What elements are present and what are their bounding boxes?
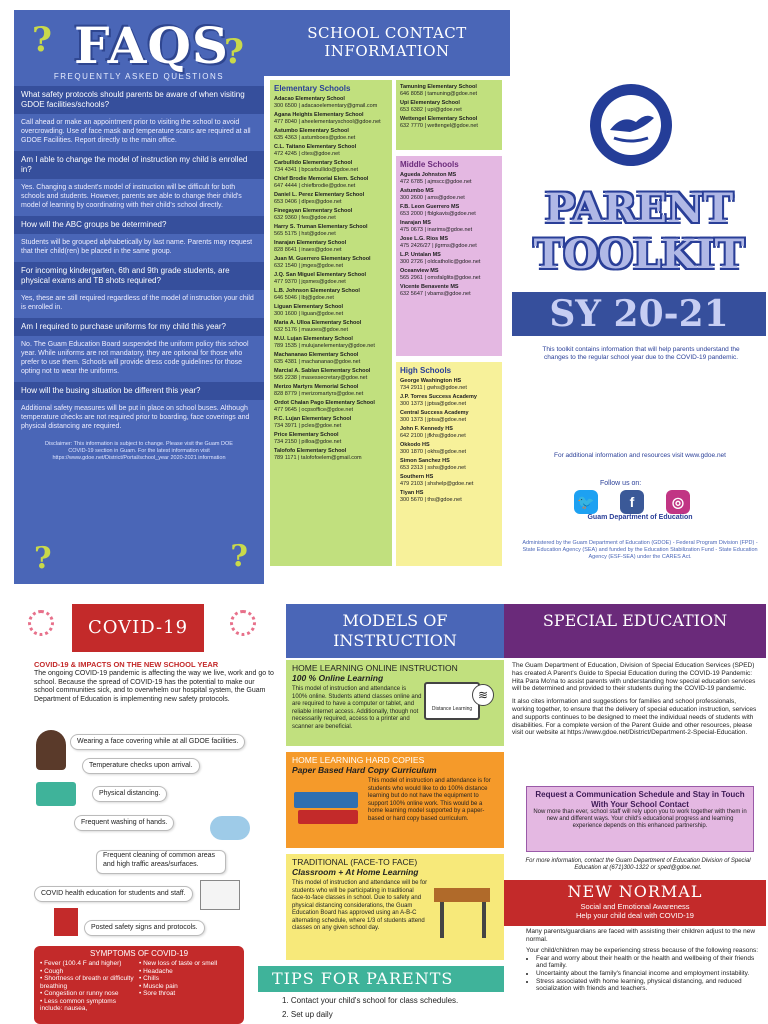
faq-list [14,86,264,437]
school-contact: 300 5670 | ths@gdoe.net [400,496,462,503]
faq-panel [14,10,264,584]
school-year-bar: SY 20-21 [512,292,766,336]
tips-header: TIPS FOR PARENTS [258,966,504,992]
faq-question: What safety protocols should parents be aware of when visiting GDOE facilities/schools? [14,86,264,114]
model-traditional-text: This model of instruction and attendance will be for students who will be participating in traditional face-to-face classes in school. Due to safety and physical distancing considerations, the Guam Education Board has approved using an A-B-C alternating schedule, where 1/3 of students attend classes on any given school day. [292,880,428,931]
school-name: Astumbo MS [400,188,434,194]
contact-header: SCHOOL CONTACT INFORMATION [264,10,510,76]
covid-intro: The ongoing COVID-19 pandemic is affecting the way we live, work and go to school. Because the spread of COVID-19 has the potential to make our school communities sick, and to overwhelm our hospital system, the Guam Department of Education is implementing new safety protocols. [34,670,274,703]
school-entry [274,304,388,317]
faq-item [14,216,264,262]
school-name: George Washington HS [400,378,462,384]
school-contact: 632 7770 | wettengel@gdoe.net [400,122,478,129]
faq-question: How will the ABC groups be determined? [14,216,264,234]
school-entry [274,192,388,205]
school-contact: 300 1870 | okhs@gdoe.net [400,448,467,455]
models-title: MODELS OF INSTRUCTION [333,611,457,650]
sped-header [504,604,766,658]
school-contact: 646 5046 | lbj@gdoe.net [274,294,334,301]
safety-protocol-item: COVID health education for students and staff. [34,886,193,902]
book-icon [298,810,358,824]
sped-contact: For more information, contact the Guam Department of Education Division of Special Education at (671)300-1322 or sped@gdoe.net. [525,858,751,871]
school-contact: 565 2961 | omsfalglits@gdoe.net [400,274,481,281]
faq-question: Am I required to purchase uniforms for my child this year? [14,318,264,336]
school-name: Vicente Benavente MS [400,284,459,290]
school-entry [400,284,498,297]
twitter-icon[interactable]: 🐦 [574,490,598,514]
symptom-item: • Shortness of breath or difficulty breathing [40,975,134,990]
administered-note: Administered by the Guam Department of Education (GDOE) - Federal Program Division (FPD) - State Education Agency (SEA) and funded by the Education Stabilization Fund - State Education Agency (ESF-SEA) under the CARES Act. [522,540,758,560]
school-name: Southern HS [400,474,434,480]
school-entry [274,112,388,125]
school-entry [274,368,388,381]
question-mark-icon: ? [32,20,52,60]
symptom-item: • Fever (100.4 F and higher) [40,960,122,967]
gdoe-seal-logo [590,84,672,166]
school-name: Tiyan HS [400,490,424,496]
school-name: Price Elementary School [274,432,339,438]
sped-paragraph: It also cites information and suggestions for families and school professionals, working together, to ensure that the delivery of special education instruction, services and supports continues to be designed to meet the individual needs of students with disabilities. For a complete version of the Parent Guide and other resources, please visit our website at https://www.gdoe.net/District/Department-2-Special-Education. [512,698,757,737]
models-header [286,604,504,658]
school-entry [274,320,388,333]
symptoms-box [34,946,244,1024]
model-online-text: This model of instruction and attendance is 100% online. Students attend classes online and are required to have a computer or tablet, and reliable internet access. Additionally, though not necessarily required, access to a printer and scanner are beneficial. [292,686,422,730]
school-contact: 653 0406 | dlpes@gdoe.net [274,198,342,205]
school-entry [274,384,388,397]
notice-sign-icon [54,908,78,936]
school-entry [274,224,388,237]
school-contact: 632 9360 | fes@gdoe.net [274,214,336,221]
safety-protocol-item: Physical distancing. [92,786,167,802]
school-name: Harry S. Truman Elementary School [274,224,368,230]
symptom-item: • Less common symptoms include: nausea, [40,997,116,1012]
school-name: F.B. Leon Guerrero MS [400,204,460,210]
school-entry [400,100,498,113]
school-name: Talofofo Elementary School [274,448,347,454]
faq-item [14,318,264,382]
wifi-icon: ≋ [472,684,494,706]
symptom-item: • Headache [139,967,173,975]
school-name: Maria A. Ulloa Elementary School [274,320,362,326]
school-entry [274,160,388,173]
school-entry [274,272,388,285]
symptoms-title: SYMPTOMS OF COVID-19 [89,949,189,958]
high-label: High Schools [400,366,452,375]
school-name: M.U. Lujan Elementary School [274,336,353,342]
school-contact: 828 8641 | inaes@gdoe.net [274,246,342,253]
stress-reason: • Fear and worry about their health or the health and wellbeing of their friends and family. [536,955,762,970]
school-name: Okkodo HS [400,442,430,448]
safety-protocol-item: Temperature checks upon arrival. [82,758,200,774]
school-contact: 565 2238 | masessecretary@gdoe.net [274,374,368,381]
school-name: Jose L.G. Rios MS [400,236,448,242]
school-entry [400,442,498,455]
school-name: Astumbo Elementary School [274,128,349,134]
school-entry [274,128,388,141]
school-name: Juan M. Guerrero Elementary School [274,256,371,262]
follow-label: Follow us on: [600,480,642,487]
school-contact: 300 2600 | ams@gdoe.net [400,194,465,201]
model-hardcopy-heading: HOME LEARNING HARD COPIES [292,755,425,765]
school-entry [274,96,388,109]
symptom-item: • Cough [40,967,64,975]
symptom-item: • New loss of taste or smell [139,960,218,967]
new-normal-sub1: Social and Emotional Awareness [580,902,690,911]
new-normal-title: NEW NORMAL [567,882,703,901]
school-name: Central Success Academy [400,410,469,416]
faq-header [14,10,264,74]
school-contact: 300 1373 | jptsa@gdoe.net [400,400,467,407]
symptom-item: • Muscle pain [139,982,178,990]
school-name: Chief Brodie Memorial Elem. School [274,176,369,182]
school-entry [400,220,498,233]
school-contact: 734 2150 | pilloa@gdoe.net [274,438,342,445]
school-contact: 472 4245 | cltes@gdoe.net [274,150,340,157]
model-traditional [286,854,504,960]
school-contact: 479 2103 | shshelp@gdoe.net [400,480,474,487]
faq-item [14,151,264,216]
school-contact: 734 2911 | gwhs@gdoe.net [400,384,467,391]
school-entry [274,352,388,365]
stress-reason: • Stress associated with home learning, physical distancing, and reduced socialization with friends and teachers. [536,978,762,993]
school-contact: 477 8040 | aheelementaryschool@gdoe.net [274,118,381,125]
high-schools-list [396,362,502,566]
school-contact: 642 2100 | jfkhs@gdoe.net [400,432,466,439]
new-normal-text [526,928,762,993]
agency-name: Guam Department of Education [587,514,693,521]
instagram-icon[interactable]: ◎ [666,490,690,514]
school-contact: 475 2426/27 | jlgrms@gdoe.net [400,242,477,249]
school-contact: 653 2313 | sshs@gdoe.net [400,464,466,471]
toolkit-description: This toolkit contains information that will help parents understand the changes to the regular school year due to the COVID-19 pandemic. [542,346,740,361]
handwashing-icon [210,816,250,840]
school-name: Finegayan Elementary School [274,208,353,214]
school-contact: 734 3971 | pcles@gdoe.net [274,422,342,429]
school-contact: 646 8058 | tamuning@gdoe.net [400,90,478,97]
school-name: Liguan Elementary School [274,304,344,310]
faq-title: FAQS [74,16,230,75]
school-name: L.P. Untalan MS [400,252,441,258]
school-name: Marcial A. Sablan Elementary School [274,368,371,374]
school-entry [274,240,388,253]
school-entry [400,84,498,97]
school-entry [400,172,498,185]
school-contact: 477 9370 | jqsmes@gdoe.net [274,278,346,285]
faq-answer: Students will be grouped alphabetically by last name. Parents may request that their child(ren) be placed in the same group. [21,239,253,255]
person-mask-icon [36,730,66,770]
symptoms-right [139,960,238,998]
school-entry [274,400,388,413]
new-normal-list [526,955,762,993]
safety-protocol-item: Posted safety signs and protocols. [84,920,205,936]
model-online [286,660,504,746]
elementary-label: Elementary Schools [274,84,351,93]
tip-item: 1. Contact your child's school for class schedules. [282,996,459,1005]
school-name: L.B. Johnson Elementary School [274,288,360,294]
school-name: Adacao Elementary School [274,96,345,102]
desk-leg [440,902,444,938]
covid-header: COVID-19 [72,604,204,652]
school-name: Tamuning Elementary School [400,84,477,90]
model-traditional-heading: TRADITIONAL (FACE-TO FACE) [292,857,418,867]
school-entry [400,394,498,407]
virus-icon [28,610,54,636]
school-contact: 635 4381 | machananao@gdoe.net [274,358,361,365]
school-contact: 632 5647 | vbams@gdoe.net [400,290,471,297]
school-entry [400,116,498,129]
faq-item [14,86,264,151]
school-name: Agana Heights Elementary School [274,112,364,118]
school-contact: 300 6500 | adacaoelementary@gmail.com [274,102,378,109]
school-name: Agueda Johnston MS [400,172,457,178]
faq-answer: Additional safety measures will be put in place on school buses. Although temperature checks are not required prior to boarding, face coverings and physical distancing are required. [21,405,250,430]
faq-subtitle: FREQUENTLY ASKED QUESTIONS [53,72,225,81]
safety-poster-icon [200,880,240,910]
school-contact: 632 5176 | mauoes@gdoe.net [274,326,348,333]
model-hardcopy [286,752,504,848]
elementary-schools-list-2 [396,80,502,150]
school-entry [400,204,498,217]
school-entry [400,426,498,439]
desk-leg [482,902,486,938]
school-name: John F. Kennedy HS [400,426,453,432]
school-contact: 300 2726 | oldcatholic@gdoe.net [400,258,481,265]
toolkit-title [512,186,766,278]
school-entry [400,378,498,391]
covid-subtitle: COVID-19 & IMPACTS ON THE NEW SCHOOL YEAR [34,660,219,669]
school-entry [274,176,388,189]
middle-label: Middle Schools [400,160,459,169]
school-name: J.P. Torres Success Academy [400,394,477,400]
faq-disclaimer: Disclaimer: This information is subject to change. Please visit the Guam DOE COVID-19 section in Guam. For the latest information visit https://www.gdoe.net/District/Portal/school_year 2020-2021 information [45,441,233,461]
elementary-schools-list [270,80,392,566]
virus-icon [230,610,256,636]
school-contact: 789 1535 | mulujanelementary@gdoe.net [274,342,375,349]
sped-text [512,662,760,737]
faq-answer: Yes, these are still required regardless of the model of instruction your child is enrolled in. [21,295,254,311]
school-entry [274,448,388,461]
school-name: Merizo Martyrs Memorial School [274,384,359,390]
symptom-item: • Congestion or runny nose [40,990,119,997]
school-entry [274,336,388,349]
safety-protocol-item: Frequent cleaning of common areas and high traffic areas/surfaces. [96,850,226,874]
school-entry [400,458,498,471]
safety-protocol-item: Frequent washing of hands. [74,815,174,831]
facebook-icon[interactable]: f [620,490,644,514]
toolkit-title-line1: PARENT [544,185,734,232]
new-normal-sub2: Help your child deal with COVID-19 [576,911,694,920]
school-contact: 475 0673 | inarims@gdoe.net [400,226,473,233]
faq-question: For incoming kindergarten, 6th and 9th grade students, are physical exams and TB shots required? [14,262,264,290]
school-contact: 647 4444 | chiefbrodie@gdoe.net [274,182,356,189]
toolkit-info: For additional information and resources visit www.gdoe.net [554,452,726,459]
new-normal-header [504,880,766,926]
new-normal-p2: Your child/children may be experiencing stress because of the following reasons: [526,947,759,955]
school-entry [400,474,498,487]
school-name: Wettengel Elementary School [400,116,478,122]
school-contact: 300 1600 | liguan@gdoe.net [274,310,344,317]
sped-callout-title: Request a Communication Schedule and Stay in Touch With Your School Contact [535,790,745,809]
stress-reason: • Uncertainty about the family's financial income and employment instability. [536,970,762,978]
school-entry [274,144,388,157]
school-contact: 635 4363 | astumboes@gdoe.net [274,134,356,141]
school-entry [400,268,498,281]
school-contact: 789 1171 | talofofoelem@gmail.com [274,454,362,461]
school-name: C.L. Taitano Elementary School [274,144,357,150]
school-entry [400,410,498,423]
faq-answer: Call ahead or make an appointment prior to visiting the school to avoid overcrowding. Use of face mask and temperature scans are required at all GDOE Facilities. Report directly to the main office. [21,119,251,144]
school-contact: 734 4341 | bpcarbullido@gdoe.net [274,166,359,173]
sped-callout-text: Now more than ever, school staff will rely upon you to work together with them in new and different ways. Your child's educational progress and learning experience depends on this enhanced partnership. [533,809,747,829]
school-entry [400,188,498,201]
sped-callout [526,786,754,852]
safety-protocol-item: Wearing a face covering while at all GDOE facilities. [70,734,245,750]
school-entry [274,416,388,429]
toolkit-title-line2: TOOLKIT [533,231,745,278]
school-name: Inarajan MS [400,220,431,226]
laptop-label: Distance Learning [431,706,473,712]
middle-schools-list [396,156,502,356]
model-hardcopy-subheading: Paper Based Hard Copy Curriculum [292,765,437,775]
sped-paragraph: The Guam Department of Education, Division of Special Education Services (SPED) has created A Parent's Guide to Special Education during the COVID-19 Pandemic: Hita Para Mo'na to assist parents with understanding how special education services will be determined and provided to their students during the COVID-19 pandemic. [512,662,756,693]
school-entry [274,432,388,445]
school-name: Daniel L. Perez Elementary School [274,192,365,198]
school-contact: 472 6785 | ajmscc@gdoe.net [400,178,472,185]
question-mark-icon: ? [230,539,248,574]
faq-item [14,382,264,437]
school-name: Ordot Chalan Pago Elementary School [274,400,375,406]
distancing-icon [36,782,76,806]
sped-title: SPECIAL EDUCATION [542,611,728,630]
school-name: Upi Elementary School [400,100,460,106]
desk-icon [434,888,490,902]
school-entry [400,236,498,249]
school-entry [274,208,388,221]
school-contact: 632 1540 | jmges@gdoe.net [274,262,344,269]
school-entry [400,252,498,265]
school-contact: 828 8779 | merizomartyrs@gdoe.net [274,390,364,397]
faq-answer: No. The Guam Education Board suspended the uniform policy this school year. While uniforms are not mandatory, they are optional for those who prefer to use them. Schools will provide dress code guidelines for those opting not to wear the uniforms. [21,341,249,375]
symptom-item: • Sore throat [139,990,176,997]
school-contact: 653 2000 | fblgkavis@gdoe.net [400,210,476,217]
school-entry [274,288,388,301]
new-normal-p1: Many parents/guardians are faced with assisting their children adjust to the new normal. [526,928,756,943]
question-mark-icon: ? [224,32,244,72]
book-icon [294,792,358,808]
school-name: P.C. Lujan Elementary School [274,416,352,422]
school-contact: 565 5175 | hst@gdoe.net [274,230,336,237]
faq-question: Am I able to change the model of instruction my child is enrolled in? [14,151,264,179]
model-online-subheading: 100 % Online Learning [292,673,384,683]
school-contact: 653 6382 | upi@gdoe.net [400,106,462,113]
laptop-icon [424,682,480,720]
school-name: Carbullido Elementary School [274,160,353,166]
school-name: Simon Sanchez HS [400,458,450,464]
symptoms-left [40,960,139,1013]
model-traditional-subheading: Classroom + At Home Learning [292,867,419,877]
tip-item: 2. Set up daily [282,1010,333,1019]
question-mark-icon: ? [34,541,52,576]
school-contact: 477 9645 | ocpsoffice@gdoe.net [274,406,354,413]
school-name: Machananao Elementary School [274,352,359,358]
faq-question: How will the busing situation be different this year? [14,382,264,400]
model-online-heading: HOME LEARNING ONLINE INSTRUCTION [292,663,458,673]
model-hardcopy-text: This model of instruction and attendance is for students who would like to do 100% distance learning but do not have the equipment to support 100% online work. This would be a home learning model supported by a paper-based or hard copy based curriculum. [368,778,491,822]
school-name: Oceanview MS [400,268,439,274]
school-contact: 300 1373 | jptsa@gdoe.net [400,416,467,423]
faq-answer: Yes. Changing a student's model of instruction will be difficult for both schools and students. However, parents are able to change their child's model of learning by coordinating with their child's school directly. [21,184,242,209]
school-entry [400,490,498,503]
faq-item [14,262,264,318]
school-entry [274,256,388,269]
school-name: J.Q. San Miguel Elementary School [274,272,366,278]
symptom-item: • Chills [139,975,159,982]
school-name: Inarajan Elementary School [274,240,347,246]
